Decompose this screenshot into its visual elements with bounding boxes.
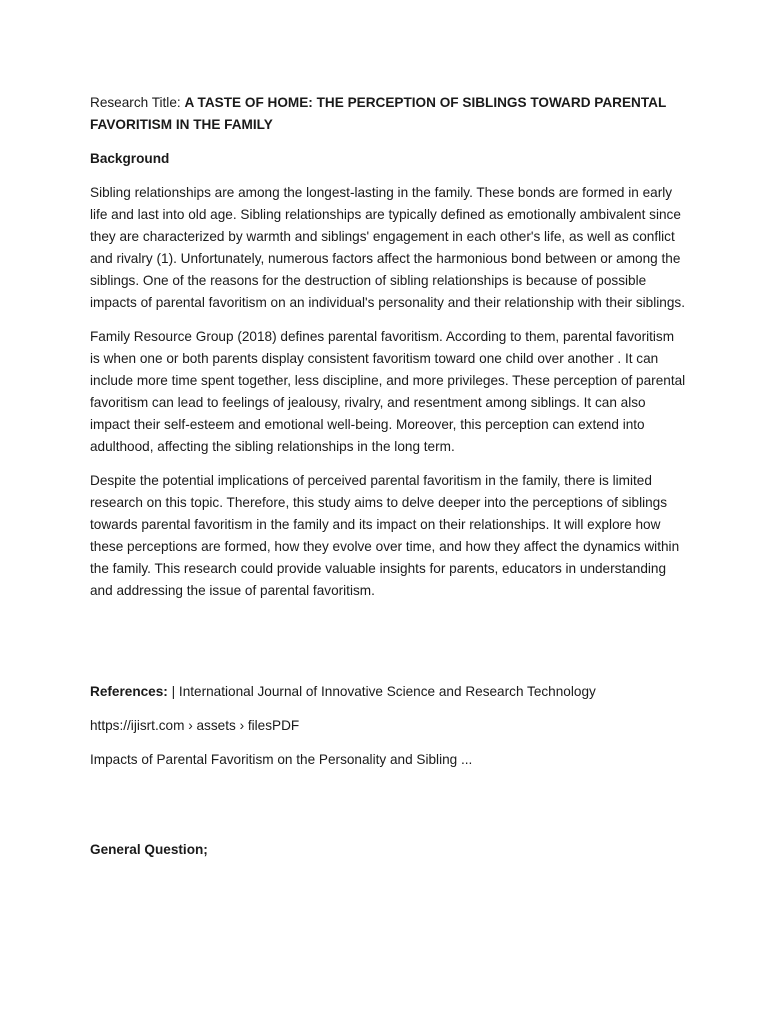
references-article: Impacts of Parental Favoritism on the Personality and Sibling ... <box>90 752 473 767</box>
research-title <box>90 92 686 136</box>
research-title-label: Research Title: <box>90 95 185 110</box>
background-paragraph-3: Despite the potential implications of perceived parental favoritism in the family, there is limited research on this topic. Therefore, this study aims to delve deeper into the perceptions of siblings towards parental favoritism in the family and its impact on their relationships. It will explore how these perceptions are formed, how they evolve over time, and how they affect the dynamics within the family. This research could provide valuable insights for parents, educators in understanding and addressing the issue of parental favoritism. <box>90 473 680 598</box>
background-paragraph-2: Family Resource Group (2018) defines parental favoritism. According to them, parental favoritism is when one or both parents display consistent favoritism toward one child over another . It can include more time spent together, less discipline, and more privileges. These perception of parental favoritism can lead to feelings of jealousy, rivalry, and resentment among siblings. It can also impact their self-esteem and emotional well-being. Moreover, this perception can extend into adulthood, affecting the sibling relationships in the long term. <box>90 329 686 454</box>
document-page <box>90 92 686 875</box>
references-label: References: <box>90 684 168 699</box>
references-url: https://ijisrt.com › assets › filesPDF <box>90 718 300 733</box>
background-heading: Background <box>90 151 170 166</box>
background-paragraph-1: Sibling relationships are among the longest-lasting in the family. These bonds are formed in early life and last into old age. Sibling relationships are typically defined as emotionally ambivalent since they are characterized by warmth and siblings' engagement in each other's life, as well as conflict and rivalry (1). Unfortunately, numerous factors affect the harmonious bond between or among the siblings. One of the reasons for the destruction of sibling relationships is because of possible impacts of parental favoritism on an individual's personality and their relationship with their siblings. <box>90 185 685 310</box>
references-line <box>90 681 686 703</box>
references-section <box>90 681 686 771</box>
research-title-text: A TASTE OF HOME: THE PERCEPTION OF SIBLINGS TOWARD PARENTAL FAVORITISM IN THE FAMILY <box>90 95 667 132</box>
general-question-heading: General Question; <box>90 842 208 857</box>
references-source: | International Journal of Innovative Science and Research Technology <box>167 684 596 699</box>
